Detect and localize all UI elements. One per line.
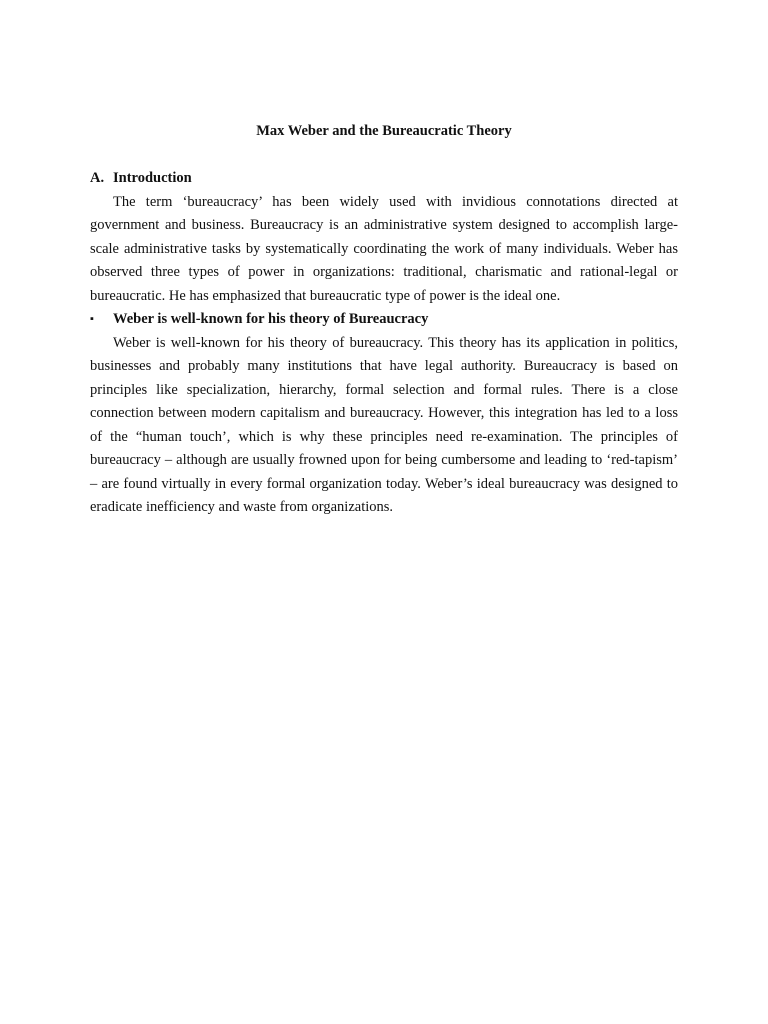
document-body [90,167,678,520]
introduction-paragraph: The term ‘bureaucracy’ has been widely used with invidious connotations directed at government and business. Bureaucracy is an administrative system designed to accomplish large-scale administrative tasks by systematically coordinating the work of many individuals. Weber has observed three types of power in organizations: traditional, charismatic and rational-legal or bureaucratic. He has emphasized that bureaucratic type of power is the ideal one. [90,193,678,304]
section-heading [90,167,678,191]
square-bullet-icon: ▪ [90,313,94,325]
bullet-heading-text: Weber is well-known for his theory of Bureaucracy [113,311,429,327]
bullet-heading [90,308,678,332]
section-number: A. [90,170,105,186]
section-heading-text: Introduction [113,170,192,186]
document-title: Max Weber and the Bureaucratic Theory [256,123,512,139]
bureaucracy-theory-paragraph: Weber is well-known for his theory of bureaucracy. This theory has its application in politics, businesses and probably many institutions that have legal authority. Bureaucracy is based on principles like specialization, hierarchy, formal selection and formal rules. There is a close connection between modern capitalism and bureaucracy. However, this integration has led to a loss of the “human touch’, which is why these principles need re-examination. The principles of bureaucracy – although are usually frowned upon for being cumbersome and leading to ‘red-tapism’ – are found virtually in every formal organization today. Weber’s ideal bureaucracy was designed to eradicate inefficiency and waste from organizations. [90,334,678,515]
